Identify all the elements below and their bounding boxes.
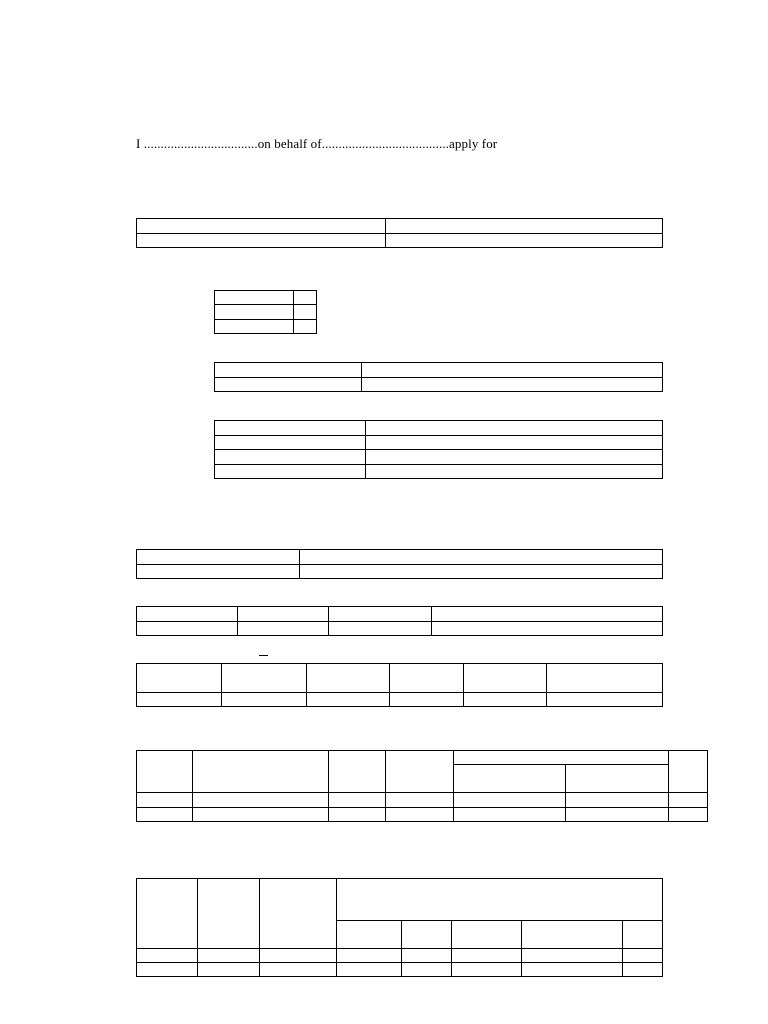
form-table-8 [136,750,708,822]
table-cell[interactable] [386,793,454,808]
table-cell[interactable] [522,949,623,963]
table-cell[interactable] [137,550,300,565]
table-cell[interactable] [623,963,663,977]
table-cell[interactable] [198,963,260,977]
table-cell[interactable] [402,949,452,963]
table-cell[interactable] [366,421,663,436]
table-cell[interactable] [215,291,294,305]
table-cell[interactable] [454,765,566,793]
table-cell[interactable] [137,793,193,808]
table-cell[interactable] [522,963,623,977]
table-cell[interactable] [329,607,432,622]
table-cell[interactable] [329,793,386,808]
applicant-name-blank[interactable]: .................................. [143,136,258,151]
form-table-3 [214,362,663,392]
table-cell[interactable] [215,320,294,334]
table-cell[interactable] [432,622,663,636]
table-cell[interactable] [566,808,669,822]
table-cell[interactable] [137,963,198,977]
table-cell[interactable] [137,622,238,636]
table-cell[interactable] [329,622,432,636]
statement-apply-for: apply for [449,136,498,151]
table-cell[interactable] [215,305,294,320]
table-cell[interactable] [137,607,238,622]
statement-pronoun: I [136,136,141,151]
table-cell[interactable] [386,751,454,793]
table-cell[interactable] [464,664,547,693]
table-cell[interactable] [390,664,464,693]
table-cell[interactable] [307,664,390,693]
table-cell[interactable] [137,234,386,248]
table-cell[interactable] [366,436,663,450]
table-cell[interactable] [566,765,669,793]
table-cell[interactable] [337,963,402,977]
table-cell[interactable] [198,879,260,949]
form-table-6 [136,606,663,636]
organization-name-blank[interactable]: ...................................... [321,136,450,151]
table-cell[interactable] [300,550,663,565]
table-cell[interactable] [366,450,663,465]
table-cell[interactable] [137,808,193,822]
table-cell[interactable] [215,436,366,450]
table-cell[interactable] [193,751,329,793]
table-cell[interactable] [522,921,623,949]
table-cell[interactable] [402,963,452,977]
checkbox-cell[interactable] [294,320,317,334]
table-cell[interactable] [137,565,300,579]
table-cell[interactable] [386,234,663,248]
table-cell[interactable] [337,949,402,963]
form-table-5 [136,549,663,579]
table-cell[interactable] [669,793,708,808]
table-cell[interactable] [454,808,566,822]
form-table-7 [136,663,663,707]
table-cell[interactable] [260,963,337,977]
table-cell[interactable] [454,793,566,808]
table-cell[interactable] [669,808,708,822]
table-cell[interactable] [137,751,193,793]
table-cell[interactable] [222,693,307,707]
table-cell[interactable] [623,949,663,963]
table-cell[interactable] [222,664,307,693]
table-cell[interactable] [669,751,708,793]
table-cell[interactable] [198,949,260,963]
table-cell[interactable] [260,879,337,949]
table-cell[interactable] [362,378,663,392]
table-cell[interactable] [547,693,663,707]
table-cell[interactable] [137,219,386,234]
table-cell[interactable] [390,693,464,707]
table-cell[interactable] [238,607,329,622]
table-cell[interactable] [238,622,329,636]
table-cell[interactable] [452,921,522,949]
table-cell[interactable] [215,421,366,436]
table-cell[interactable] [402,921,452,949]
form-table-4 [214,420,663,479]
form-table-2 [214,290,317,334]
table-cell[interactable] [464,693,547,707]
checkbox-cell[interactable] [294,305,317,320]
table-cell[interactable] [137,949,198,963]
table-cell[interactable] [307,693,390,707]
table-cell[interactable] [215,363,362,378]
table-cell[interactable] [366,465,663,479]
table-cell[interactable] [623,921,663,949]
table-cell[interactable] [300,565,663,579]
dash-mark [259,655,268,656]
table-cell[interactable] [137,693,222,707]
table-cell[interactable] [386,808,454,822]
form-table-1 [136,218,663,248]
table-cell[interactable] [193,793,329,808]
application-statement [136,136,497,152]
table-cell[interactable] [547,664,663,693]
table-cell[interactable] [452,949,522,963]
table-cell[interactable] [386,219,663,234]
table-cell[interactable] [260,949,337,963]
table-cell[interactable] [137,664,222,693]
table-cell[interactable] [432,607,663,622]
table-header-group[interactable] [337,879,663,921]
table-cell[interactable] [215,450,366,465]
table-cell[interactable] [452,963,522,977]
table-cell[interactable] [215,378,362,392]
table-cell[interactable] [215,465,366,479]
table-cell[interactable] [137,879,198,949]
table-cell[interactable] [337,921,402,949]
form-table-9 [136,878,663,977]
table-header-group[interactable] [454,751,669,765]
table-cell[interactable] [193,808,329,822]
table-cell[interactable] [329,751,386,793]
checkbox-cell[interactable] [294,291,317,305]
table-cell[interactable] [362,363,663,378]
statement-on-behalf-of: on behalf of [257,136,322,151]
table-cell[interactable] [566,793,669,808]
table-cell[interactable] [329,808,386,822]
